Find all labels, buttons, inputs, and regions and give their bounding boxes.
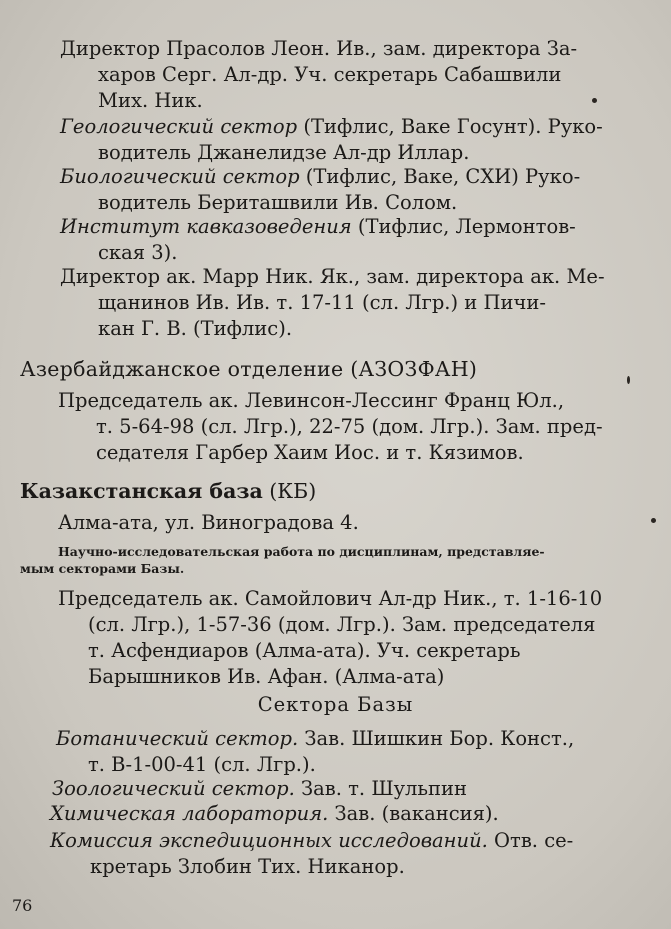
commission-name: Комиссия экспедиционных исследований. [50,829,488,852]
kazakhstan-heading: Казакстанская база (КБ) [20,479,317,503]
azerbaijan-chair-entry: Председатель ак. Левинсон-Лессинг Франц Юл., т. 5-64-98 (сл. Лгр.), 22-75 (дом. Лгр.). Зам. пред- седателя Гарбер Хаим Иос. и т. Кязимов. [58,389,603,464]
zoology-sector-entry: Зоологический сектор. Зав. т. Шульпин [52,777,468,800]
sectors-heading: Сектора Базы [257,693,414,716]
ink-speck [627,376,630,384]
chemistry-lab-entry: Химическая лаборатория. Зав. (вакансия). [50,802,499,825]
page-number: 76 [12,896,33,915]
institute-entry: Институт кавказоведения (Тифлис, Лермонтов- ская 3). [60,215,576,264]
botany-sector-entry: Ботанический сектор. Зав. Шишкин Бор. Конст., т. В-1-00-41 (сл. Лгр.). [56,727,575,776]
ink-speck [592,98,597,103]
sector-name: Геологический сектор [60,115,298,138]
institute-name: Институт кавказоведения [60,215,352,238]
sector-name: Зоологический сектор. [52,777,295,800]
kazakhstan-address: Алма-ата, ул. Виноградова 4. [58,511,359,534]
institute-director-entry: Директор ак. Марр Ник. Як., зам. директора ак. Ме- щанинов Ив. Ив. т. 17-11 (сл. Лгр.) и Пичи- кан Г. В. (Тифлис). [60,265,605,340]
sector-name: Ботанический сектор. [56,727,299,750]
azerbaijan-heading: Азербайджанское отделение (АЗОЗФАН) [20,357,478,381]
kazakhstan-chair-entry: Председатель ак. Самойлович Ал-др Ник., т. 1-16-10 (сл. Лгр.), 1-57-36 (дом. Лгр.). Зам. председателя т. Асфендиаров (Алма-ата). Уч. секретарь Барышников Ив. Афан. (Алма-ата) [58,587,603,688]
ink-speck [651,518,656,523]
biology-sector-entry: Биологический сектор (Тифлис, Ваке, СХИ) Руко- водитель Бериташвили Ив. Солом. [60,165,581,214]
director-entry: Директор Прасолов Леон. Ив., зам. директора За- харов Серг. Ал-др. Уч. секретарь Сабашвили Мих. Ник. [60,37,578,112]
expedition-commission-entry: Комиссия экспедиционных исследований. Отв. се- кретарь Злобин Тих. Никанор. [50,829,574,878]
geology-sector-entry: Геологический сектор (Тифлис, Ваке Госунт). Руко- водитель Джанелидзе Ал-др Иллар. [60,115,603,164]
research-note: Научно-исследовательская работа по дисциплинам, представляе- мым секторами Базы. [20,544,545,576]
sector-name: Биологический сектор [60,165,300,188]
lab-name: Химическая лаборатория. [50,802,329,825]
